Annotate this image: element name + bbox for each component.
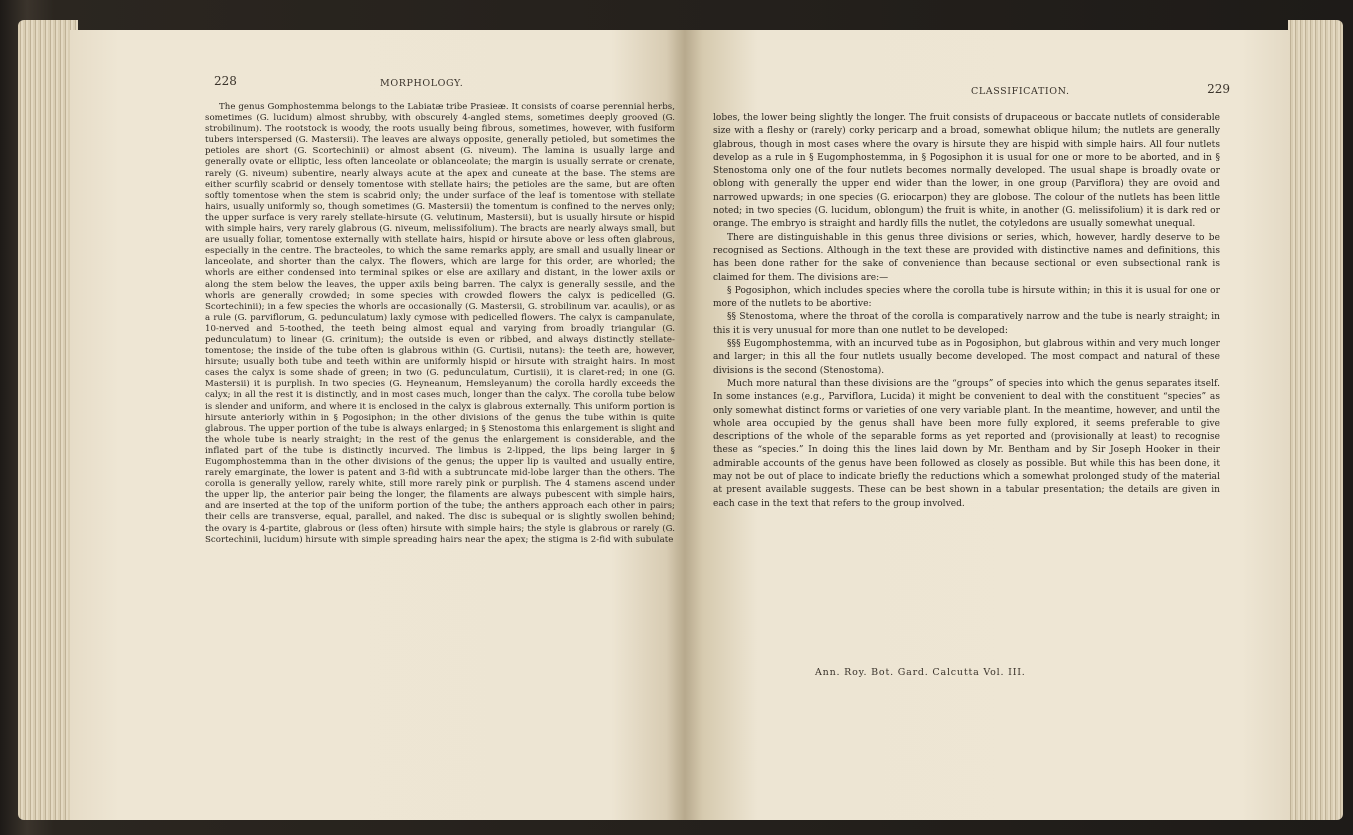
right-paragraph-1: lobes, the lower being slightly the longer. The fruit consists of drupaceous or baccate nutlets of considerable size with a fleshy or (rarely) corky pericarp and a broad, somewhat oblique hilum; the nutlets are generally glabrous, though in most cases where the ovary is hirsute they are hispid with simple hairs. All four nutlets develop as a rule in § Eugomphostemma, in § Pogosiphon it is usual for one or more to be aborted, and in § Stenostoma only one of the four nutlets becomes normally developed. The usual shape is broadly ovate or oblong with generally the upper end wider than the lower, in one group (Parviflora) they are ovoid and narrowed upwards; in one species (G. eriocarpon) they are globose. The colour of the nutlets has been little noted; in two species (G. lucidum, oblongum) the fruit is white, in another (G. melissifolium) it is dark red or orange. The embryo is straight and hardly fills the nutlet, the cotyledons are usually somewhat unequal. [713,113,1220,230]
right-page-text [713,112,1220,511]
left-page-number: 228 [214,74,237,88]
left-page-text [205,102,675,546]
left-paragraph-1: The genus Gomphostemma belongs to the Labiatæ tribe Prasieæ. It consists of coarse perennial herbs, sometimes (G. lucidum) almost shrubby, with obscurely 4-angled stems, sometimes deeply grooved (G. strobilinum). The rootstock is woody, the roots usually being fibrous, sometimes, however, with fusiform tubers interspersed (G. Mastersii). The leaves are always opposite, generally petioled, but sometimes the petioles are short (G. Scortechinii) or almost absent (G. niveum). The lamina is usually large and generally ovate or elliptic, less often lanceolate or oblanceolate; the margin is usually serrate or crenate, rarely (G. niveum) subentire, nearly always acute at the apex and cuneate at the base. The stems are either scurfily scabrid or densely tomentose with stellate hairs; the petioles are the same, but are often softly tomentose when the stem is scabrid only; the under surface of the leaf is tomentose with stellate hairs, usually uniformly so, though sometimes (G. Mastersii) the tomentum is confined to the nerves only; the upper surface is very rarely stellate-hirsute (G. velutinum, Mastersii), but is usually hirsute or hispid with simple hairs, very rarely glabrous (G. niveum, melissifolium). The bracts are nearly always small, but are usually foliar, tomentose externally with stellate hairs, hispid or hirsute above or less often glabrous, especially in the centre. The bracteoles, to which the same remarks apply, are small and usually linear or lanceolate, and shorter than the calyx. The flowers, which are large for this order, are whorled; the whorls are either condensed into terminal spikes or else are axillary and distant, in the lower axils or along the stem below the leaves, the upper axils being barren. The calyx is generally sessile, and the whorls are generally crowded; in some species with crowded flowers the calyx is pedicelled (G. Scortechinii); in a few species the whorls are occasionally (G. Mastersii, G. strobilinum var. acaulis), or as a rule (G. parviflorum, G. pedunculatum) laxly cymose with pedicelled flowers. The calyx is campanulate, 10-nerved and 5-toothed, the teeth being almost equal and varying from broadly triangular (G. pedunculatum) to linear (G. crinitum); the outside is even or ribbed, and always distinctly stellate-tomentose; the inside of the tube often is glabrous within (G. Curtisii, nutans): the teeth are, however, hirsute; usually both tube and teeth within are uniformly hispid or hirsute with straight hairs. In most cases the calyx is some shade of green; in two (G. pedunculatum, Curtisii), it is claret-red; in one (G. Mastersii) it is purplish. In two species (G. Heyneanum, Hemsleyanum) the corolla hardly exceeds the calyx; in all the rest it is distinctly, and in most cases much, longer than the calyx. The corolla tube below is slender and uniform, and where it is enclosed in the calyx is glabrous externally. This uniform portion is hirsute anteriorly within in § Pogosiphon; in the other divisions of the genus the tube within is quite glabrous. The upper portion of the tube is always enlarged; in § Stenostoma this enlargement is slight and the whole tube is nearly straight; in the rest of the genus the enlargement is considerable, and the inflated part of the tube is distinctly incurved. The limbus is 2-lipped, the lips being larger in § Eugomphostemma than in the other divisions of the genus; the upper lip is vaulted and usually entire, rarely emarginate, the lower is patent and 3-fid with a subtruncate mid-lobe larger than the others. The corolla is generally yellow, rarely white, still more rarely pink or purplish. The 4 stamens ascend under the upper lip, the anterior pair being the longer, the filaments are always pubescent with simple hairs, and are inserted at the top of the uniform portion of the tube; the anthers approach each other in pairs; their cells are transverse, equal, parallel, and naked. The disc is subequal or is slightly swollen behind; the ovary is 4-partite, glabrous or (less often) hirsute with simple hairs; the style is glabrous or rarely (G. Scortechinii, lucidum) hirsute with simple spreading hairs near the apex; the stigma is 2-fid with subulate [205,102,676,545]
left-running-head: MORPHOLOGY. [380,78,464,89]
right-page-number: 229 [1207,82,1230,96]
right-page [685,30,1290,820]
left-page [70,30,685,820]
right-running-head: CLASSIFICATION. [971,86,1070,97]
right-page-edges [1288,20,1343,820]
right-paragraph-3: § Pogosiphon, which includes species where the corolla tube is hirsute within; in this it is usual for one or more of the nutlets to be abortive: [713,285,1220,310]
left-page-edges [18,20,78,820]
right-paragraph-5: §§§ Eugomphostemma, with an incurved tube as in Pogosiphon, but glabrous within and very much longer and larger; in this all the four nutlets usually become developed. The most compact and natural of these divisions is the second (Stenostoma). [713,339,1220,376]
right-paragraph-2: There are distinguishable in this genus three divisions or series, which, however, hardly deserve to be recognised as Sections. Although in the text these are provided with distinctive names and definitions, this has been done rather for the sake of convenience than because sectional or even subsectional rank is claimed for them. The divisions are:— [713,232,1220,283]
right-paragraph-6: Much more natural than these divisions are the “groups” of species into which the genus separates itself. In some instances (e.g., Parviflora, Lucida) it might be convenient to deal with the constituent “species” as only somewhat distinct forms or varieties of one very variable plant. In the meantime, however, and until the whole area occupied by the genus shall have been more fully explored, it seems preferable to give descriptions of the whole of the separable forms as yet reported and (provisionally at least) to recognise these as “species.” In doing this the lines laid down by Mr. Bentham and by Sir Joseph Hooker in their admirable accounts of the genus have been followed as closely as possible. But while this has been done, it may not be out of place to indicate briefly the reductions which a somewhat prolonged study of the material at present available suggests. These can be best shown in a tabular presentation; the details are given in each case in the text that refers to the group involved. [713,378,1220,509]
right-paragraph-4: §§ Stenostoma, where the throat of the corolla is comparatively narrow and the tube is nearly straight; in this it is very unusual for more than one nutlet to be developed: [713,312,1220,336]
journal-footer: Ann. Roy. Bot. Gard. Calcutta Vol. III. [815,667,1026,678]
